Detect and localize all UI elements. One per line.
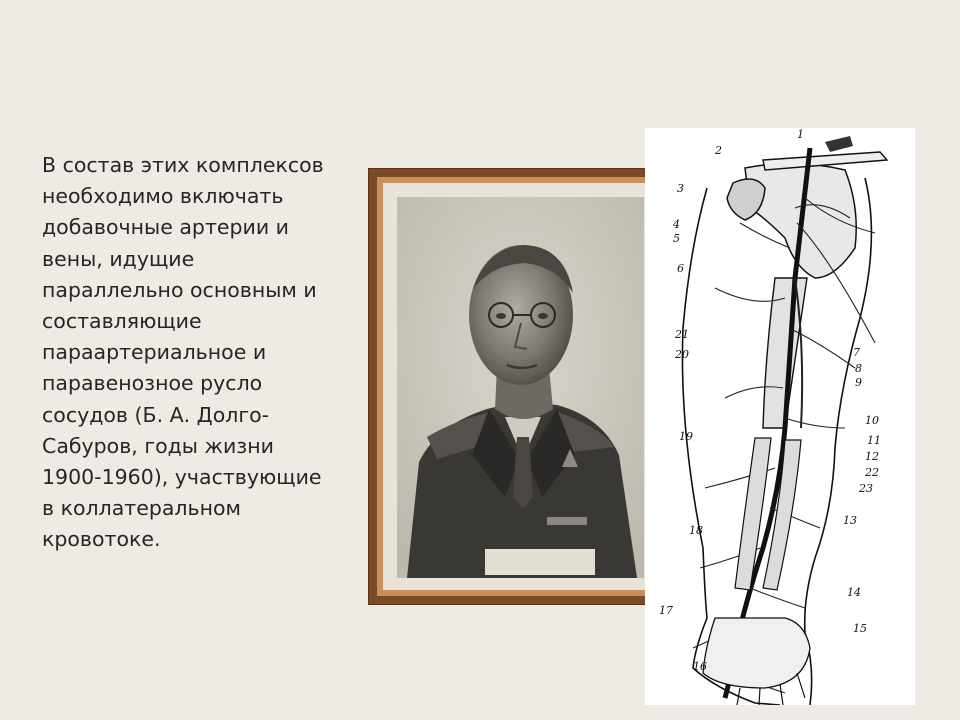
label-14: 14 bbox=[847, 586, 861, 599]
label-10: 10 bbox=[865, 414, 879, 427]
label-15: 15 bbox=[853, 622, 867, 635]
label-8: 8 bbox=[855, 362, 862, 375]
label-1: 1 bbox=[797, 128, 804, 141]
label-3: 3 bbox=[677, 182, 684, 195]
portrait-frame-inner bbox=[377, 177, 662, 596]
label-23: 23 bbox=[859, 482, 873, 495]
label-16: 16 bbox=[693, 660, 707, 673]
portrait-frame bbox=[368, 168, 671, 605]
label-12: 12 bbox=[865, 450, 879, 463]
portrait-mat bbox=[383, 183, 656, 590]
arm-diagram-panel bbox=[645, 128, 915, 705]
body-text: В состав этих комплексов необходимо включать добавочные артерии и вены, идущие параллельно основным и составляющие параартериальное и паравенозное русло сосудов (Б. А. Долго- Сабуров, годы жизни 1900-1960), участвующие в коллатеральном кровотоке. bbox=[42, 153, 324, 552]
label-2: 2 bbox=[715, 144, 722, 157]
portrait-caption-plate bbox=[485, 549, 595, 575]
label-22: 22 bbox=[865, 466, 879, 479]
label-6: 6 bbox=[677, 262, 684, 275]
label-21: 21 bbox=[675, 328, 689, 341]
label-13: 13 bbox=[843, 514, 857, 527]
label-17: 17 bbox=[659, 604, 673, 617]
portrait-photo bbox=[397, 197, 644, 578]
label-11: 11 bbox=[867, 434, 881, 447]
label-4: 4 bbox=[673, 218, 680, 231]
label-18: 18 bbox=[689, 524, 703, 537]
label-9: 9 bbox=[855, 376, 862, 389]
label-19: 19 bbox=[679, 430, 693, 443]
label-5: 5 bbox=[673, 232, 680, 245]
label-20: 20 bbox=[675, 348, 689, 361]
portrait-image bbox=[397, 197, 644, 578]
label-7: 7 bbox=[853, 346, 860, 359]
